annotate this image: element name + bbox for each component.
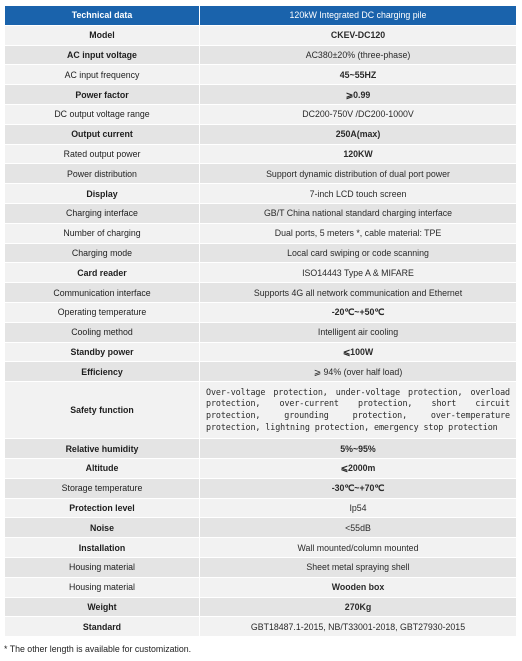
table-row [5, 203, 517, 223]
spec-label: Storage temperature [5, 478, 200, 498]
table-row [5, 45, 517, 65]
spec-value: -30℃~+70℃ [200, 478, 517, 498]
spec-value: Sheet metal spraying shell [200, 557, 517, 577]
table-row [5, 104, 517, 124]
spec-label: Noise [5, 518, 200, 538]
spec-label: Charging interface [5, 203, 200, 223]
table-header-row [5, 6, 517, 26]
spec-value: Local card swiping or code scanning [200, 243, 517, 263]
spec-value: ⩾0.99 [200, 85, 517, 105]
spec-label: Efficiency [5, 362, 200, 382]
table-row [5, 223, 517, 243]
spec-table-container [4, 5, 516, 637]
spec-label: Safety function [5, 382, 200, 439]
spec-label: DC output voltage range [5, 104, 200, 124]
table-row [5, 439, 517, 459]
spec-value: ISO14443 Type A & MIFARE [200, 263, 517, 283]
spec-label: AC input frequency [5, 65, 200, 85]
spec-value: 7-inch LCD touch screen [200, 184, 517, 204]
table-row [5, 65, 517, 85]
spec-label: AC input voltage [5, 45, 200, 65]
spec-label: Operating temperature [5, 302, 200, 322]
table-row [5, 557, 517, 577]
table-row [5, 382, 517, 439]
spec-value: GBT18487.1-2015, NB/T33001-2018, GBT27930-2015 [200, 617, 517, 637]
table-body [5, 25, 517, 636]
spec-value: 5%~95% [200, 439, 517, 459]
table-row [5, 478, 517, 498]
spec-value: ⩾ 94% (over half load) [200, 362, 517, 382]
spec-label: Protection level [5, 498, 200, 518]
spec-table [4, 5, 517, 637]
table-row [5, 184, 517, 204]
spec-value: GB/T China national standard charging interface [200, 203, 517, 223]
spec-label: Relative humidity [5, 439, 200, 459]
spec-value: Dual ports, 5 meters *, cable material: TPE [200, 223, 517, 243]
table-row [5, 362, 517, 382]
spec-value: ⩽100W [200, 342, 517, 362]
spec-value: Supports 4G all network communication and Ethernet [200, 283, 517, 303]
spec-label: Housing material [5, 577, 200, 597]
spec-label: Standby power [5, 342, 200, 362]
spec-label: Number of charging [5, 223, 200, 243]
table-row [5, 283, 517, 303]
spec-value: -20℃~+50℃ [200, 302, 517, 322]
table-row [5, 597, 517, 617]
table-row [5, 518, 517, 538]
table-row [5, 124, 517, 144]
footnote: * The other length is available for customization. [4, 644, 192, 654]
spec-label: Power factor [5, 85, 200, 105]
spec-value: Wall mounted/column mounted [200, 538, 517, 558]
spec-label: Charging mode [5, 243, 200, 263]
spec-label: Installation [5, 538, 200, 558]
table-row [5, 458, 517, 478]
table-row [5, 538, 517, 558]
table-row [5, 498, 517, 518]
spec-label: Weight [5, 597, 200, 617]
spec-value: DC200-750V /DC200-1000V [200, 104, 517, 124]
table-row [5, 302, 517, 322]
spec-value: CKEV-DC120 [200, 25, 517, 45]
table-row [5, 144, 517, 164]
spec-value: 45~55HZ [200, 65, 517, 85]
spec-value: 120KW [200, 144, 517, 164]
spec-label: Rated output power [5, 144, 200, 164]
table-row [5, 263, 517, 283]
table-row [5, 243, 517, 263]
table-row [5, 164, 517, 184]
spec-label: Cooling method [5, 322, 200, 342]
spec-label: Card reader [5, 263, 200, 283]
spec-label: Communication interface [5, 283, 200, 303]
spec-value: Wooden box [200, 577, 517, 597]
spec-value: 250A(max) [200, 124, 517, 144]
table-row [5, 342, 517, 362]
table-row [5, 85, 517, 105]
spec-label: Housing material [5, 557, 200, 577]
table-row [5, 322, 517, 342]
spec-label: Standard [5, 617, 200, 637]
spec-value: 270Kg [200, 597, 517, 617]
spec-label: Model [5, 25, 200, 45]
spec-value: AC380±20% (three-phase) [200, 45, 517, 65]
spec-value: Support dynamic distribution of dual port power [200, 164, 517, 184]
header-product-name: 120kW Integrated DC charging pile [200, 6, 517, 26]
spec-label: Altitude [5, 458, 200, 478]
table-row [5, 617, 517, 637]
spec-label: Display [5, 184, 200, 204]
spec-value: <55dB [200, 518, 517, 538]
spec-label: Power distribution [5, 164, 200, 184]
spec-value: Over-voltage protection, under-voltage protection, overload protection, over-current protection, short circuit protection, grounding protection, over-temperature protection, lightning protection, emergency stop protection [200, 382, 517, 439]
spec-value: Ip54 [200, 498, 517, 518]
table-row [5, 25, 517, 45]
spec-label: Output current [5, 124, 200, 144]
spec-value: ⩽2000m [200, 458, 517, 478]
table-row [5, 577, 517, 597]
header-technical-data: Technical data [5, 6, 200, 26]
spec-value: Intelligent air cooling [200, 322, 517, 342]
